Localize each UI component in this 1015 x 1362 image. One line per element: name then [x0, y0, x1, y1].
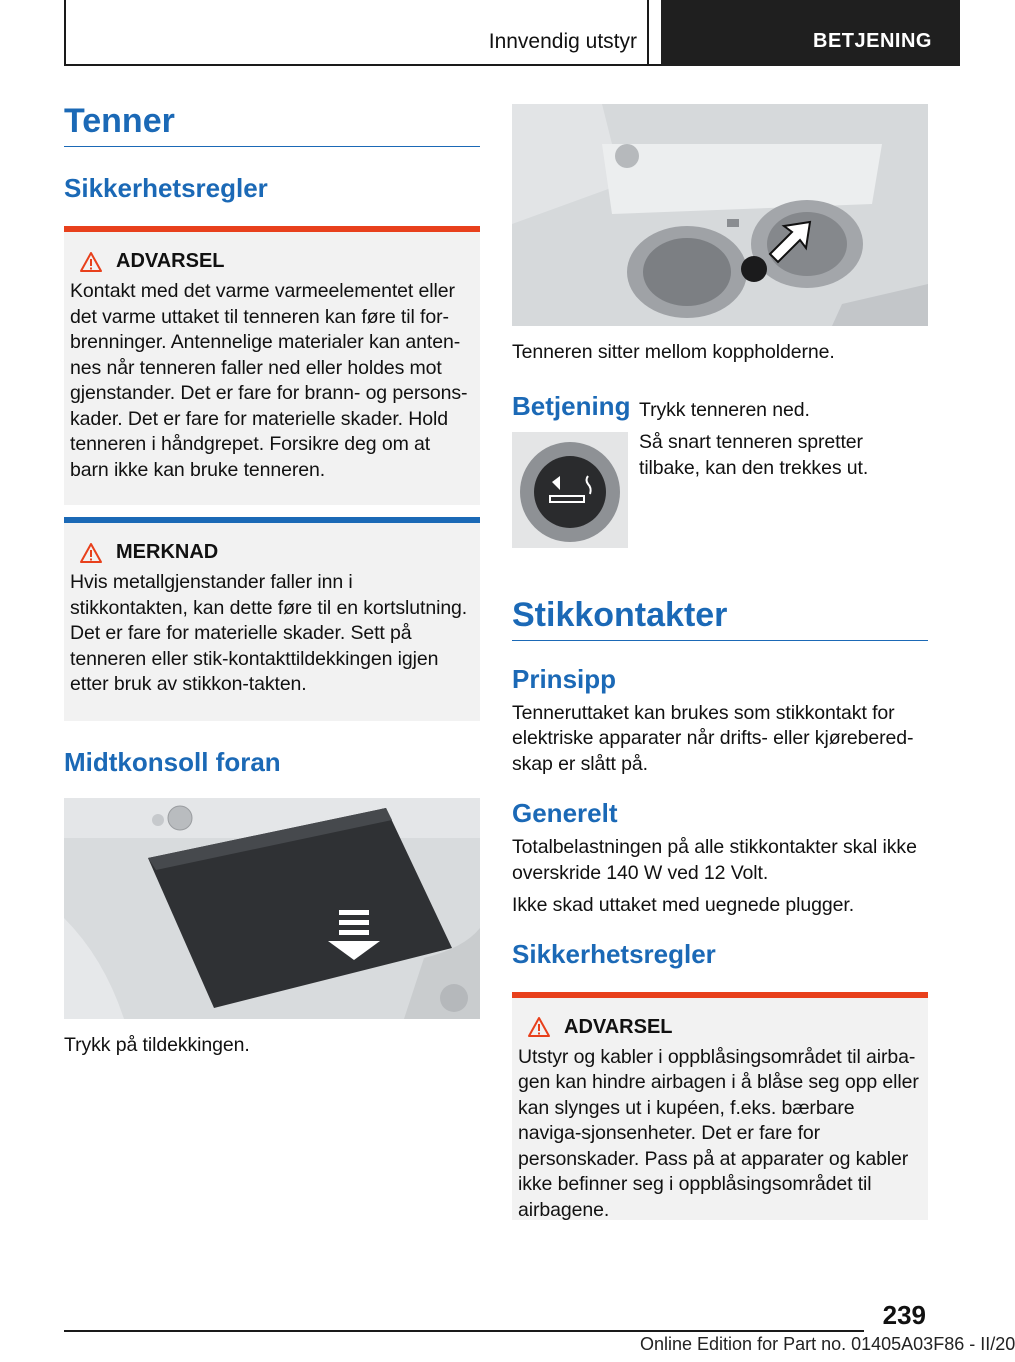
console-cover-image — [64, 798, 480, 1019]
warning-label: ADVARSEL — [116, 250, 225, 272]
warning-text: Kontakt med det varme varmeelementet eller det varme uttaket til tenneren kan føre til for-brenninger. Antennelige materialer kan anten-nes når tenneren faller ned eller holdes mot gjenstander. Det er fare for brann- og persons-kader. Det er fare for materielle skader. Hold tenneren i håndgrepet. Forsikre deg om at barn ikke kan bruke tenneren. — [70, 280, 468, 481]
note-header — [70, 541, 472, 564]
page-title-tenner: Tenner — [64, 100, 480, 147]
lighter-location-image — [512, 104, 928, 326]
lighter-location-illustration — [512, 104, 928, 326]
warning-triangle-icon — [528, 1017, 550, 1037]
footer-edition: Online Edition for Part no. 01405A03F86 - II/20 — [640, 1334, 1015, 1354]
warning-triangle-icon — [80, 252, 102, 272]
heading-betjening: Betjening — [512, 390, 631, 421]
header-chapter-tab: BETJENING — [661, 0, 960, 66]
airbag-warning-label: ADVARSEL — [564, 1015, 673, 1038]
warning-header — [70, 250, 472, 273]
principle-text: Tenneruttaket kan brukes som stikkontakt for elektriske apparater når drifts- eller kjørebered-skap er slått på. — [512, 701, 914, 775]
heading-sikkerhetsregler-2: Sikkerhetsregler — [512, 938, 716, 969]
airbag-warning-text: Utstyr og kabler i oppblåsingsområdet til airba-gen kan hindre airbagen i å blåse seg opp eller kan slynges ut i kupéen, f.eks. bærbare naviga-sjonsenheter. Det er fare for personskader. Pass på at apparater og kabler ikke befinner seg i oppblåsingsområdet til airbagene. — [518, 1045, 919, 1221]
operation-steps — [639, 398, 929, 482]
heading-generelt: Generelt — [512, 798, 618, 828]
note-text: Hvis metallgjenstander faller inn i stikkontakten, kan dette føre til en kortslutning. Det er fare for materielle skader. Sett på tenneren eller stik-kontakttildekkingen igjen etter bruk av stikkon-takten. — [70, 571, 468, 695]
airbag-warning-box — [512, 992, 928, 1220]
console-caption: Trykk på tildekkingen. — [64, 1034, 250, 1056]
footer-rule — [64, 1330, 864, 1332]
note-label: MERKNAD — [116, 541, 219, 563]
right-column — [512, 104, 928, 1220]
lighter-button-image — [512, 432, 628, 548]
heading-sikkerhetsregler: Sikkerhetsregler — [64, 173, 268, 203]
general-text-2: Ikke skad uttaket med uegnede plugger. — [512, 894, 855, 916]
heading-prinsipp: Prinsipp — [512, 663, 617, 694]
lighter-button-illustration — [512, 432, 628, 548]
lighter-location-caption: Tenneren sitter mellom koppholderne. — [512, 341, 835, 363]
operation-step-2: Så snart tenneren spretter tilbake, kan den trekkes ut. — [639, 431, 869, 479]
warning-box — [64, 226, 480, 505]
operation-step-1: Trykk tenneren ned. — [639, 398, 810, 421]
caution-triangle-icon — [80, 543, 102, 563]
console-cover-illustration — [64, 798, 480, 1019]
heading-midtkonsoll: Midtkonsoll foran — [64, 747, 281, 777]
header-section-title: Innvendig utstyr — [488, 30, 637, 53]
airbag-warning-header — [518, 1016, 920, 1039]
general-text-1: Totalbelastningen på alle stikkontakter skal ikke overskride 140 W ved 12 Volt. — [512, 836, 917, 884]
heading-stikkontakter: Stikkontakter — [512, 594, 928, 641]
note-box — [64, 517, 480, 721]
page-number: 239 — [882, 1300, 926, 1330]
left-column — [64, 100, 480, 1059]
